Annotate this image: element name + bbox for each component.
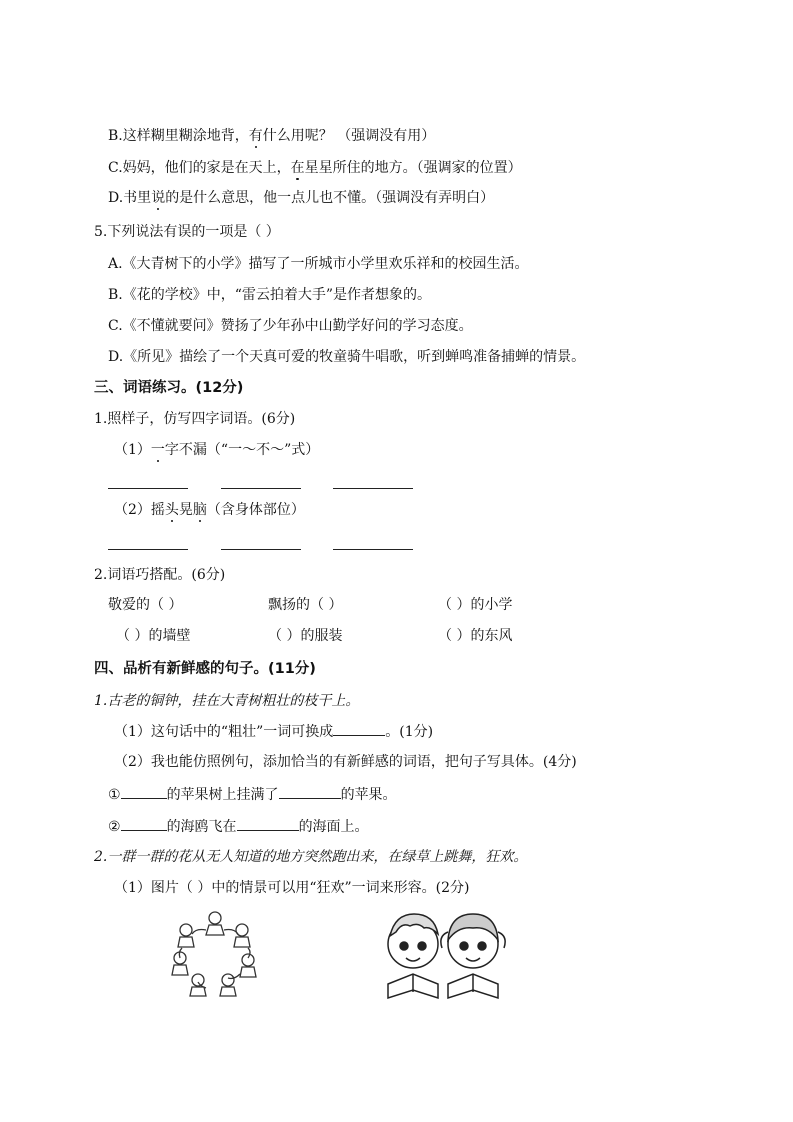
item-text: 字不漏（“一～不～”式） bbox=[164, 442, 320, 458]
item-text: 的海鸥飞在 bbox=[166, 819, 237, 835]
section-3-q1-1 bbox=[114, 440, 319, 460]
section-3-q1: 1.照样子，仿写四字词语。(6分) bbox=[94, 411, 296, 427]
section-3-q2: 2.词语巧搭配。(6分) bbox=[94, 567, 226, 583]
match-item[interactable]: 飘扬的（ ） bbox=[268, 597, 343, 613]
item-text: 。(1分) bbox=[385, 724, 434, 740]
option-5d: D.《所见》描绘了一个天真可爱的牧童骑牛唱歌，听到蝉鸣准备捕蝉的情景。 bbox=[108, 349, 586, 365]
section-4-q1-2: （2）我也能仿照例句，添加恰当的有新鲜感的词语，把句子写具体。(4分) bbox=[114, 754, 577, 770]
option-text: 的是什么意思，他一点儿也不懂。（强调没有弄明白） bbox=[165, 190, 495, 206]
dotted-char: 说 bbox=[151, 190, 166, 206]
imitation-sentence-2 bbox=[108, 816, 369, 837]
match-item[interactable]: （ ）的小学 bbox=[438, 597, 513, 613]
dotted-char: 有 bbox=[248, 128, 263, 144]
imitation-sentence-1 bbox=[108, 784, 397, 805]
dotted-char: 在 bbox=[290, 160, 305, 176]
dotted-char: 一 bbox=[150, 442, 165, 458]
option-text: C.妈妈，他们的家是在天上， bbox=[108, 160, 291, 176]
section-4-q2-1: （1）图片（ ）中的情景可以用“狂欢”一词来形容。(2分) bbox=[114, 880, 470, 896]
answer-blank[interactable] bbox=[333, 488, 413, 489]
children-circle-illustration bbox=[170, 908, 260, 998]
dotted-char: 脑 bbox=[192, 502, 207, 518]
match-item[interactable]: （ ）的墙壁 bbox=[116, 628, 191, 644]
dotted-char: 头 bbox=[164, 502, 179, 518]
answer-blank[interactable] bbox=[108, 488, 188, 489]
item-text: （1） bbox=[114, 442, 151, 458]
children-reading-illustration bbox=[378, 906, 508, 1002]
option-text: B.这样糊里糊涂地背， bbox=[108, 128, 249, 144]
answer-blank[interactable] bbox=[333, 549, 413, 550]
item-number: ① bbox=[108, 787, 121, 803]
section-4-q1-1 bbox=[114, 721, 433, 742]
section-3-title: 三、词语练习。(12分) bbox=[94, 380, 244, 396]
option-4d bbox=[108, 188, 494, 208]
section-4-title: 四、品析有新鲜感的句子。(11分) bbox=[94, 661, 316, 677]
example-sentence-2: 2.一群一群的花从无人知道的地方突然跑出来，在绿草上跳舞，狂欢。 bbox=[94, 849, 528, 865]
option-5c: C.《不懂就要问》赞扬了少年孙中山勤学好问的学习态度。 bbox=[108, 318, 473, 334]
answer-blank[interactable] bbox=[221, 549, 301, 550]
item-text: （2）摇 bbox=[114, 502, 165, 518]
option-text: D.书里 bbox=[108, 190, 152, 206]
item-text: （含身体部位） bbox=[206, 502, 305, 518]
item-text: 晃 bbox=[178, 502, 193, 518]
match-item[interactable]: （ ）的服装 bbox=[268, 628, 343, 644]
answer-blank[interactable] bbox=[121, 816, 167, 831]
answer-blank[interactable] bbox=[221, 488, 301, 489]
example-sentence-1: 1.古老的铜钟，挂在大青树粗壮的枝干上。 bbox=[94, 693, 360, 709]
option-4b bbox=[108, 126, 435, 146]
option-5b: B.《花的学校》中，“雷云拍着大手”是作者想象的。 bbox=[108, 287, 432, 303]
option-5a: A.《大青树下的小学》描写了一所城市小学里欢乐祥和的校园生活。 bbox=[108, 256, 529, 272]
item-number: ② bbox=[108, 819, 121, 835]
section-3-q1-2 bbox=[114, 500, 305, 520]
item-text: 的苹果。 bbox=[340, 787, 397, 803]
match-item[interactable]: 敬爱的（ ） bbox=[108, 597, 183, 613]
match-item[interactable]: （ ）的东风 bbox=[438, 628, 513, 644]
option-text: 什么用呢？ （强调没有用） bbox=[262, 128, 436, 144]
option-4c bbox=[108, 158, 522, 178]
item-text: （1）这句话中的“粗壮”一词可换成 bbox=[114, 724, 334, 740]
item-text: 的海面上。 bbox=[298, 819, 369, 835]
option-text: 星星所住的地方。（强调家的位置） bbox=[304, 160, 522, 176]
answer-blank[interactable] bbox=[279, 784, 341, 799]
item-text: 的苹果树上挂满了 bbox=[166, 787, 279, 803]
question-5-stem: 5.下列说法有误的一项是（ ） bbox=[94, 224, 280, 240]
answer-blank[interactable] bbox=[108, 549, 188, 550]
answer-blank[interactable] bbox=[333, 721, 385, 736]
answer-blank[interactable] bbox=[121, 784, 167, 799]
answer-blank[interactable] bbox=[237, 816, 299, 831]
